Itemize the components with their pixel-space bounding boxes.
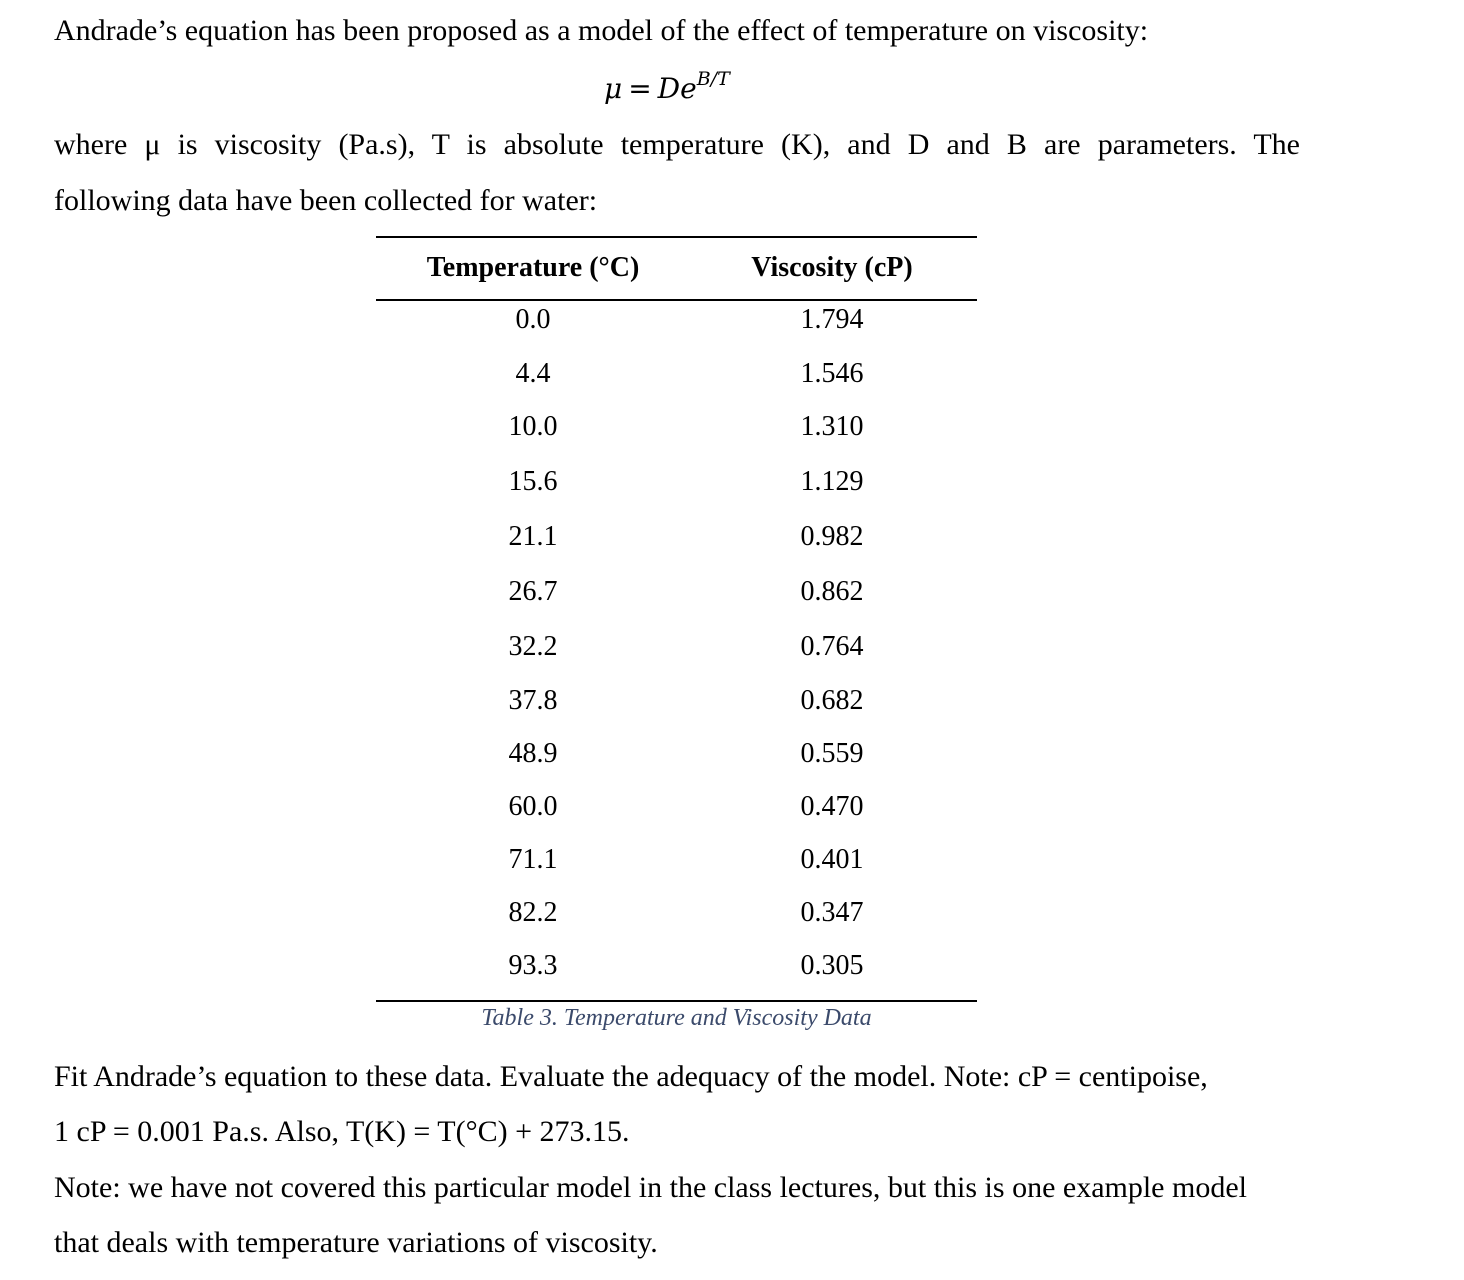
table-cell-temperature: 71.1 — [508, 844, 558, 875]
table-cell-temperature: 26.7 — [508, 576, 558, 607]
table-cell-viscosity: 0.305 — [800, 950, 864, 981]
table-cell-temperature: 21.1 — [508, 521, 558, 552]
table-cell-temperature: 0.0 — [515, 304, 551, 335]
table-cell-viscosity: 1.310 — [800, 411, 864, 442]
table-header-rule — [376, 299, 977, 301]
table-cell-viscosity: 0.559 — [800, 738, 864, 769]
table-cell-temperature: 60.0 — [508, 791, 558, 822]
table-cell-viscosity: 0.470 — [800, 791, 864, 822]
formula-rhs: De — [657, 72, 697, 105]
column-header-temperature: Temperature (°C) — [426, 252, 640, 283]
fit-instruction-line-2: 1 cP = 0.001 Pa.s. Also, T(K) = T(°C) + 273.15. — [54, 1115, 630, 1148]
table-cell-temperature: 32.2 — [508, 631, 558, 662]
table-cell-temperature: 93.3 — [508, 950, 558, 981]
table-cell-viscosity: 1.794 — [800, 304, 864, 335]
table-cell-viscosity: 0.764 — [800, 631, 864, 662]
table-cell-temperature: 48.9 — [508, 738, 558, 769]
table-cell-viscosity: 1.546 — [800, 358, 864, 389]
table-cell-temperature: 82.2 — [508, 897, 558, 928]
table-cell-temperature: 4.4 — [515, 358, 551, 389]
intro-paragraph: Andrade’s equation has been proposed as a model of the effect of temperature on viscosity: — [54, 14, 1149, 47]
table-cell-temperature: 10.0 — [508, 411, 558, 442]
table-cell-viscosity: 1.129 — [800, 466, 864, 497]
table-cell-temperature: 15.6 — [508, 466, 558, 497]
table-cell-temperature: 37.8 — [508, 685, 558, 716]
note-line-2: that deals with temperature variations of viscosity. — [54, 1226, 658, 1259]
formula-exponent: B/T — [696, 68, 730, 90]
andrade-equation — [604, 68, 730, 109]
fit-instruction-line-1: Fit Andrade’s equation to these data. Evaluate the adequacy of the model. Note: cP = centipoise, — [54, 1060, 1208, 1093]
formula-equals: = — [628, 72, 652, 105]
table-cell-viscosity: 0.982 — [800, 521, 864, 552]
table-cell-viscosity: 0.347 — [800, 897, 864, 928]
note-line-1: Note: we have not covered this particular model in the class lectures, but this is one example model — [54, 1171, 1247, 1204]
table-top-rule — [376, 236, 977, 238]
where-line: where μ is viscosity (Pa.s), T is absolute temperature (K), and D and B are parameters. The — [54, 128, 1300, 161]
table-cell-viscosity: 0.682 — [800, 685, 864, 716]
column-header-viscosity: Viscosity (cP) — [751, 252, 913, 283]
following-line: following data have been collected for water: — [54, 184, 598, 217]
table-cell-viscosity: 0.862 — [800, 576, 864, 607]
table-caption: Table 3. Temperature and Viscosity Data — [481, 1005, 872, 1031]
table-cell-viscosity: 0.401 — [800, 844, 864, 875]
formula-lhs: μ — [604, 72, 623, 105]
